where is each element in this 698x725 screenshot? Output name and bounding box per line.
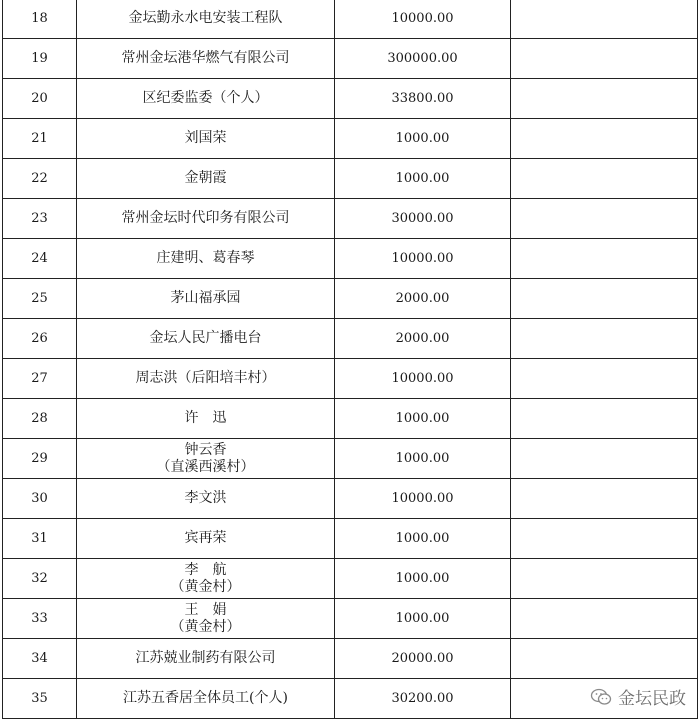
donation-amount: 30200.00 [335,679,511,718]
row-number: 32 [3,559,77,598]
table-row [3,399,697,439]
row-number: 21 [3,119,77,158]
row-number: 25 [3,279,77,318]
note-cell [511,559,697,598]
table-row [3,39,697,79]
note-cell [511,39,697,78]
donor-name-line: 刘国荣 [184,130,227,146]
note-cell [511,399,697,438]
note-cell [511,119,697,158]
donor-name-line: （黄金村） [170,578,241,595]
donor-name [77,319,335,358]
donation-amount: 1000.00 [335,559,511,598]
note-cell [511,199,697,238]
donation-amount: 1000.00 [335,159,511,198]
table-row [3,0,697,39]
row-number: 33 [3,599,77,638]
donor-name-line: 茅山福承园 [170,290,241,306]
donation-amount: 20000.00 [335,639,511,678]
table-row [3,639,697,679]
donor-name-line: 李文洪 [184,490,227,506]
donation-amount: 1000.00 [335,119,511,158]
donor-name-line: （黄金村） [170,618,241,635]
donor-name-line: 王 娟 [184,601,227,618]
donor-name [77,199,335,238]
row-number: 18 [3,0,77,38]
donor-name-line: 金朝霞 [184,170,227,186]
donation-amount: 1000.00 [335,399,511,438]
row-number: 31 [3,519,77,558]
note-cell [511,519,697,558]
row-number: 24 [3,239,77,278]
table-row [3,199,697,239]
note-cell [511,439,697,478]
table-row [3,239,697,279]
note-cell [511,359,697,398]
donor-name-line: 金坛人民广播电台 [149,330,262,346]
row-number: 28 [3,399,77,438]
note-cell [511,479,697,518]
watermark-text: 金坛民政 [618,689,686,709]
donation-amount: 1000.00 [335,599,511,638]
donor-name-line: 江苏兢业制药有限公司 [135,650,276,666]
donation-amount: 1000.00 [335,519,511,558]
donor-name-line: 庄建明、葛春琴 [156,250,255,266]
donor-name [77,39,335,78]
donor-name [77,559,335,598]
donor-name [77,159,335,198]
donation-amount: 10000.00 [335,0,511,38]
donation-amount: 1000.00 [335,439,511,478]
donor-name-line: 李 航 [184,561,227,578]
donation-amount: 10000.00 [335,479,511,518]
table-row [3,359,697,399]
table-row [3,119,697,159]
donor-name [77,399,335,438]
row-number: 26 [3,319,77,358]
donor-name [77,639,335,678]
donor-name [77,239,335,278]
wechat-icon [590,688,612,706]
row-number: 19 [3,39,77,78]
donor-name [77,0,335,38]
row-number: 23 [3,199,77,238]
donor-name-line: 宾再荣 [184,530,227,546]
donation-amount: 30000.00 [335,199,511,238]
donor-name-line: 常州金坛时代印务有限公司 [121,210,290,226]
row-number: 27 [3,359,77,398]
donor-name [77,519,335,558]
note-cell [511,159,697,198]
note-cell [511,599,697,638]
donation-amount: 10000.00 [335,359,511,398]
donation-amount: 300000.00 [335,39,511,78]
donation-amount: 10000.00 [335,239,511,278]
table-row [3,599,697,639]
row-number: 20 [3,79,77,118]
donor-name-line: 区纪委监委（个人） [142,90,269,106]
row-number: 29 [3,439,77,478]
note-cell [511,239,697,278]
table-row [3,159,697,199]
donor-name-line: 钟云香 [184,441,227,458]
donor-name [77,679,335,718]
table-row [3,559,697,599]
donor-name [77,599,335,638]
note-cell [511,639,697,678]
donor-name-line: 周志洪（后阳培丰村） [135,370,276,386]
donation-table [2,0,698,719]
donation-amount: 2000.00 [335,319,511,358]
donation-amount: 2000.00 [335,279,511,318]
donor-name-line: （直溪西溪村） [156,458,255,475]
table-row [3,279,697,319]
donor-name [77,119,335,158]
donor-name [77,359,335,398]
row-number: 22 [3,159,77,198]
note-cell [511,279,697,318]
donor-name [77,479,335,518]
row-number: 35 [3,679,77,718]
donor-name-line: 金坛勤永水电安装工程队 [128,10,283,26]
donor-name-line: 江苏五香居全体员工(个人) [123,690,288,706]
donor-name-line: 许 迅 [184,410,227,426]
table-row [3,319,697,359]
note-cell [511,79,697,118]
table-row [3,79,697,119]
watermark [586,682,690,711]
row-number: 30 [3,479,77,518]
donor-name-line: 常州金坛港华燃气有限公司 [121,50,290,66]
donation-amount: 33800.00 [335,79,511,118]
table-row [3,479,697,519]
table-row [3,519,697,559]
donor-name [77,279,335,318]
row-number: 34 [3,639,77,678]
note-cell [511,0,697,38]
donor-name [77,79,335,118]
donor-name [77,439,335,478]
table-row [3,439,697,479]
note-cell [511,319,697,358]
